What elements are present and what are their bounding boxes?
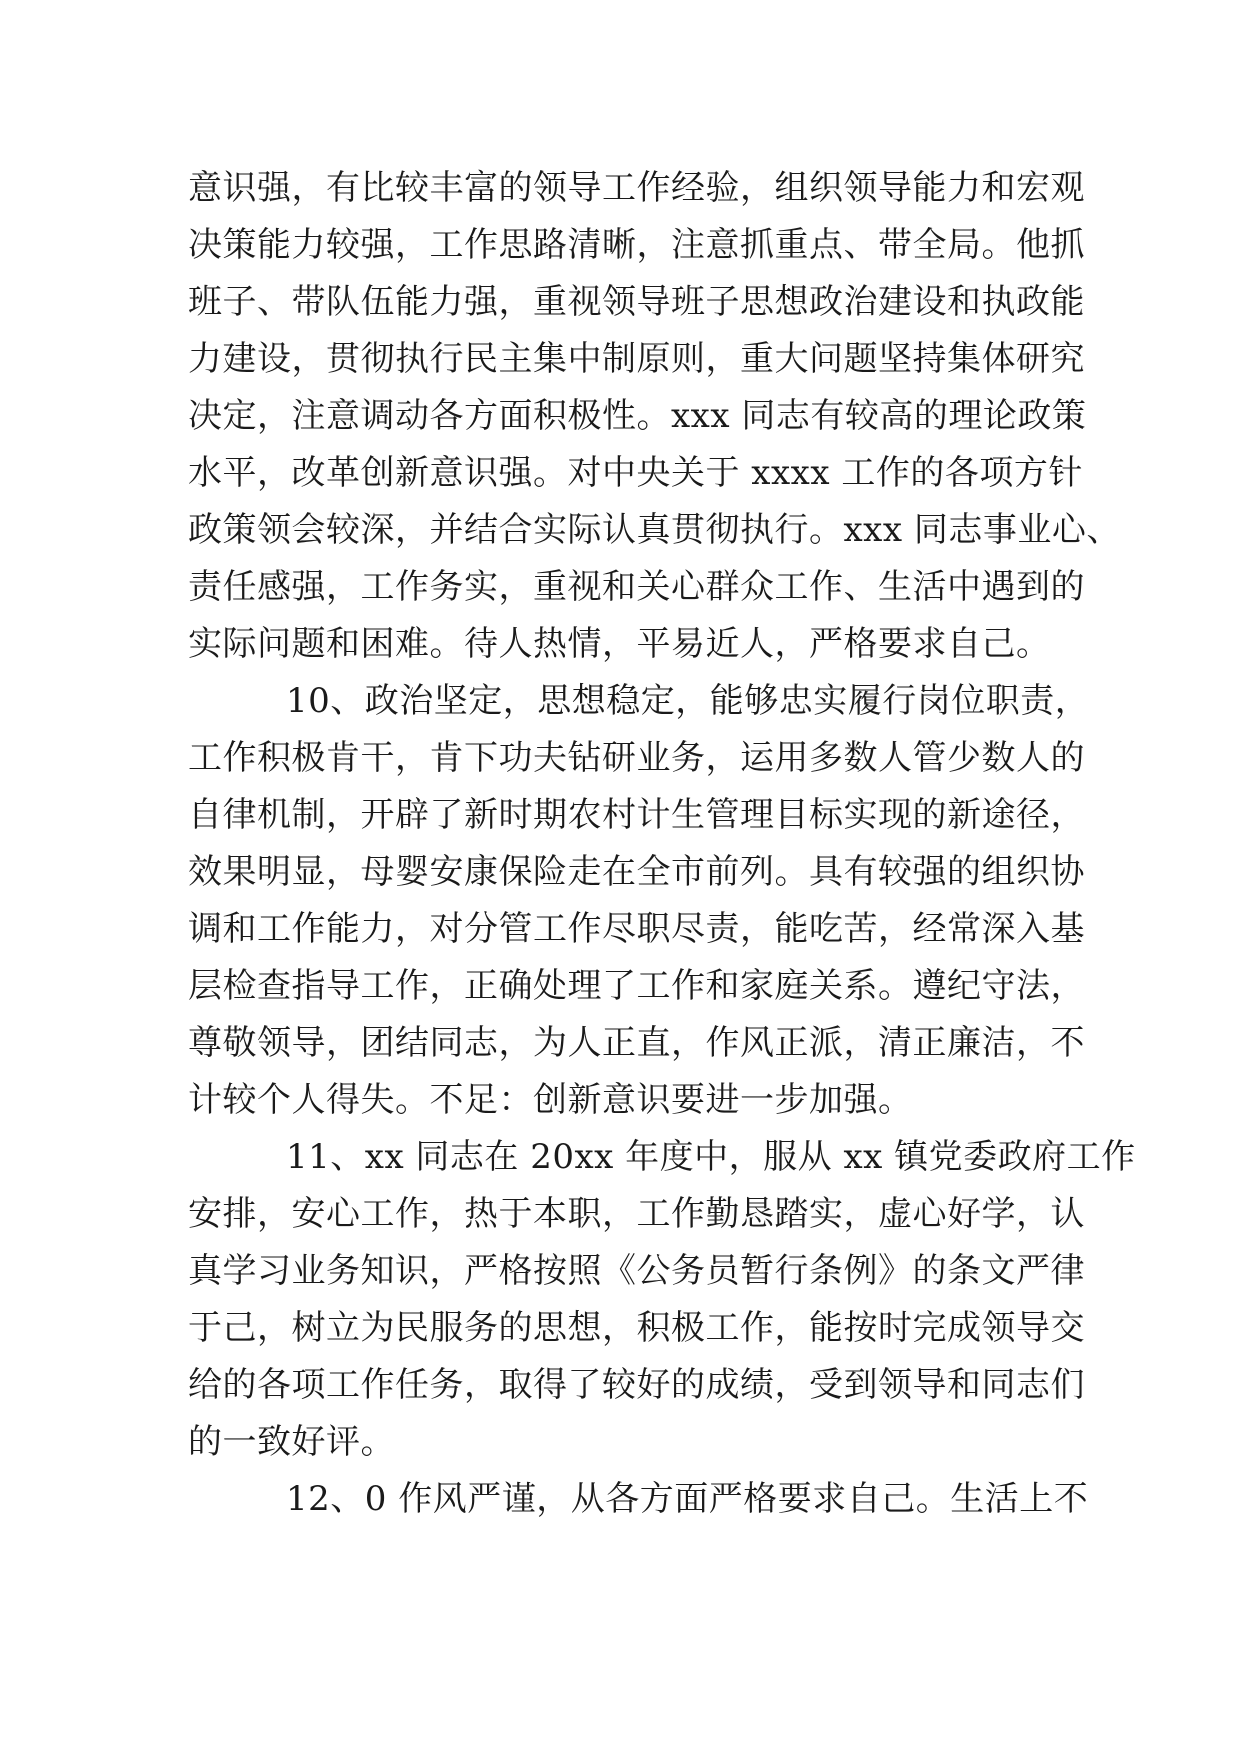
text-line: 班子、带队伍能力强，重视领导班子思想政治建设和执政能 (188, 282, 1085, 322)
text-line: 于己，树立为民服务的思想，积极工作，能按时完成领导交 (188, 1308, 1085, 1348)
text-line: 水平，改革创新意识强。对中央关于 xxxx 工作的各项方针 (188, 453, 1083, 493)
text-line: 的一致好评。 (188, 1422, 395, 1462)
text-line: 调和工作能力，对分管工作尽职尽责，能吃苦，经常深入基 (188, 909, 1085, 949)
text-line: 层检查指导工作，正确处理了工作和家庭关系。遵纪守法， (188, 966, 1085, 1006)
text-line: 政策领会较深，并结合实际认真贯彻执行。xxx 同志事业心、 (188, 510, 1121, 550)
text-line: 意识强，有比较丰富的领导工作经验，组织领导能力和宏观 (188, 168, 1085, 208)
text-line: 责任感强，工作务实，重视和关心群众工作、生活中遇到的 (188, 567, 1085, 607)
paragraph-12-start: 12、0 作风严谨，从各方面严格要求自己。生活上不 (286, 1479, 1089, 1519)
text-line: 工作积极肯干，肯下功夫钻研业务，运用多数人管少数人的 (188, 738, 1085, 778)
text-line: 效果明显，母婴安康保险走在全市前列。具有较强的组织协 (188, 852, 1085, 892)
text-line: 安排，安心工作，热于本职，工作勤恳踏实，虚心好学，认 (188, 1194, 1085, 1234)
document-body (188, 160, 1136, 1528)
text-line: 尊敬领导，团结同志，为人正直，作风正派，清正廉洁，不 (188, 1023, 1085, 1063)
text-line: 力建设，贯彻执行民主集中制原则，重大问题坚持集体研究 (188, 339, 1085, 379)
text-line: 计较个人得失。不足：创新意识要进一步加强。 (188, 1080, 913, 1120)
text-line: 自律机制，开辟了新时期农村计生管理目标实现的新途径， (188, 795, 1085, 835)
text-line: 决定，注意调动各方面积极性。xxx 同志有较高的理论政策 (188, 396, 1087, 436)
text-line: 决策能力较强，工作思路清晰，注意抓重点、带全局。他抓 (188, 225, 1085, 265)
text-line: 真学习业务知识，严格按照《公务员暂行条例》的条文严律 (188, 1251, 1085, 1291)
paragraph-11-start: 11、xx 同志在 20xx 年度中，服从 xx 镇党委政府工作 (286, 1137, 1136, 1177)
text-line: 实际问题和困难。待人热情，平易近人，严格要求自己。 (188, 624, 1051, 664)
paragraph-10-start: 10、政治坚定，思想稳定，能够忠实履行岗位职责， (286, 681, 1090, 721)
text-line: 给的各项工作任务，取得了较好的成绩，受到领导和同志们 (188, 1365, 1085, 1405)
